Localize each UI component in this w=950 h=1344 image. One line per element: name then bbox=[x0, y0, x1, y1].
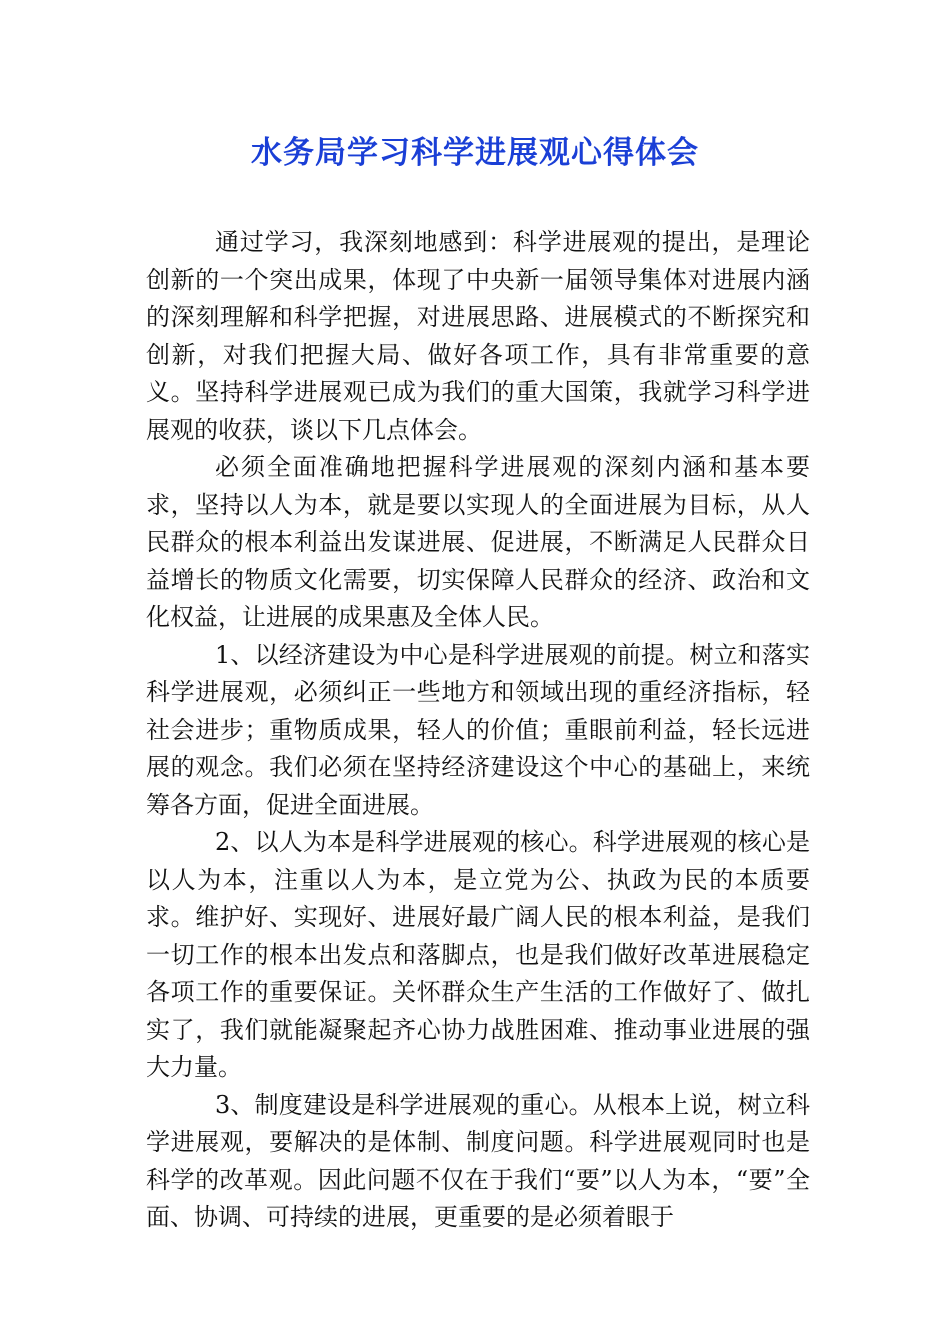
paragraph-point-3: 3、制度建设是科学进展观的重心。从根本上说，树立科学进展观，要解决的是体制、制度问题。科学进展观同时也是科学的改革观。因此问题不仅在于我们“要”以人为本，“要”全面、协调、可持续的进展，更重要的是必须着眼于 bbox=[146, 1090, 810, 1231]
document-title: 水务局学习科学进展观心得体会 bbox=[251, 135, 699, 171]
paragraph-requirements: 必须全面准确地把握科学进展观的深刻内涵和基本要求，坚持以人为本，就是要以实现人的全面进展为目标，从人民群众的根本利益出发谋进展、促进展，不断满足人民群众日益增长的物质文化需要，切实保障人民群众的经济、政治和文化权益，让进展的成果惠及全体人民。 bbox=[146, 453, 810, 631]
paragraph-point-2: 2、以人为本是科学进展观的核心。科学进展观的核心是以人为本，注重以人为本，是立党为公、执政为民的本质要求。维护好、实现好、进展好最广阔人民的根本利益，是我们一切工作的根本出发点和落脚点，也是我们做好改革进展稳定各项工作的重要保证。关怀群众生产生活的工作做好了、做扎实了，我们就能凝聚起齐心协力战胜困难、推动事业进展的强大力量。 bbox=[146, 828, 810, 1081]
paragraph-intro: 通过学习，我深刻地感到：科学进展观的提出，是理论创新的一个突出成果，体现了中央新一届领导集体对进展内涵的深刻理解和科学把握，对进展思路、进展模式的不断探究和创新，对我们把握大局、做好各项工作，具有非常重要的意义。坚持科学进展观已成为我们的重大国策，我就学习科学进展观的收获，谈以下几点体会。 bbox=[146, 228, 810, 444]
document-body bbox=[146, 224, 810, 1237]
paragraph-point-1: 1、以经济建设为中心是科学进展观的前提。树立和落实科学进展观，必须纠正一些地方和领域出现的重经济指标，轻社会进步；重物质成果，轻人的价值；重眼前利益，轻长远进展的观念。我们必须在坚持经济建设这个中心的基础上，来统筹各方面，促进全面进展。 bbox=[146, 640, 810, 819]
